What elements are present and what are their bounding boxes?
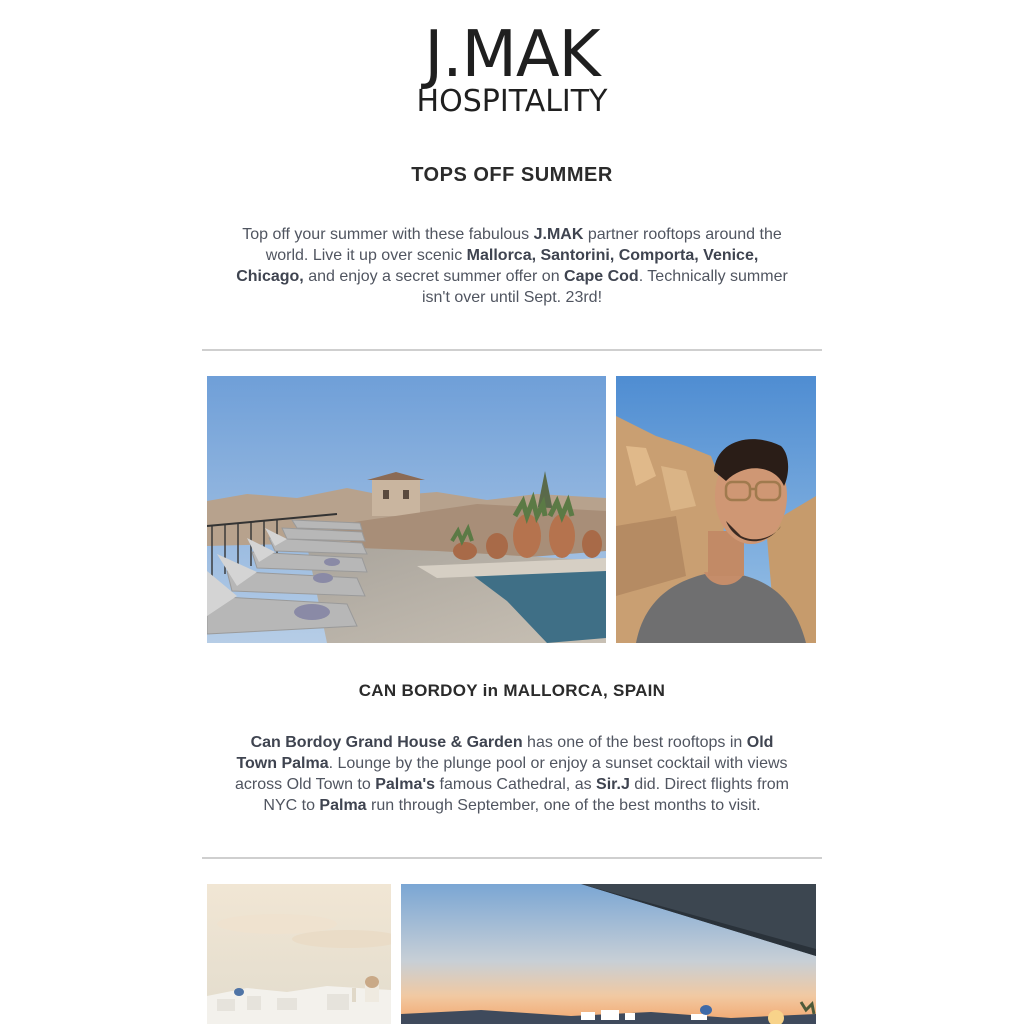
section-heading-can-bordoy: CAN BORDOY in MALLORCA, SPAIN (358, 681, 666, 700)
newsletter-title: TOPS OFF SUMMER (411, 164, 613, 186)
text-segment: has one of the best rooftops in (522, 734, 747, 751)
rooftop-selfie-photo[interactable] (616, 376, 816, 643)
rooftop-terrace-photo[interactable] (207, 376, 606, 643)
text-segment: partner rooftops around the world. Live it up over scenic (265, 226, 782, 264)
text-segment: famous Cathedral, as (435, 776, 597, 793)
logo-sub-text: HOSPITALITY (416, 84, 608, 119)
text-segment: . Lounge by the plunge pool or enjoy a sunset cocktail with views across Old Town to (235, 755, 788, 793)
highlighted-text: Mallorca, Santorini, Comporta, Venice, Chicago, (236, 247, 759, 285)
divider (202, 857, 822, 859)
divider (202, 349, 822, 351)
intro-paragraph (234, 224, 790, 308)
highlighted-text: J.MAK (533, 226, 584, 243)
santorini-village-photo[interactable] (207, 884, 391, 1024)
logo-main-text: J.MAK (424, 18, 600, 92)
text-segment: . Technically summer isn't over until Sept. 23rd! (421, 268, 788, 306)
text-segment: Top off your summer with these fabulous (242, 226, 534, 243)
sunset-terrace-photo[interactable] (401, 884, 816, 1024)
text-segment: did. Direct flights from NYC to (263, 776, 789, 814)
highlighted-text: Palma (319, 797, 367, 814)
highlighted-text: Old Town Palma (236, 734, 774, 772)
highlighted-text: Cape Cod (564, 268, 639, 285)
highlighted-text: Sir.J (596, 776, 630, 793)
text-segment: run through September, one of the best months to visit. (366, 797, 761, 814)
brand-logo[interactable] (0, 18, 1024, 119)
highlighted-text: Palma's (375, 776, 436, 793)
text-segment: and enjoy a secret summer offer on (303, 268, 565, 285)
section-paragraph-can-bordoy (234, 732, 790, 816)
highlighted-text: Can Bordoy Grand House & Garden (250, 734, 523, 751)
